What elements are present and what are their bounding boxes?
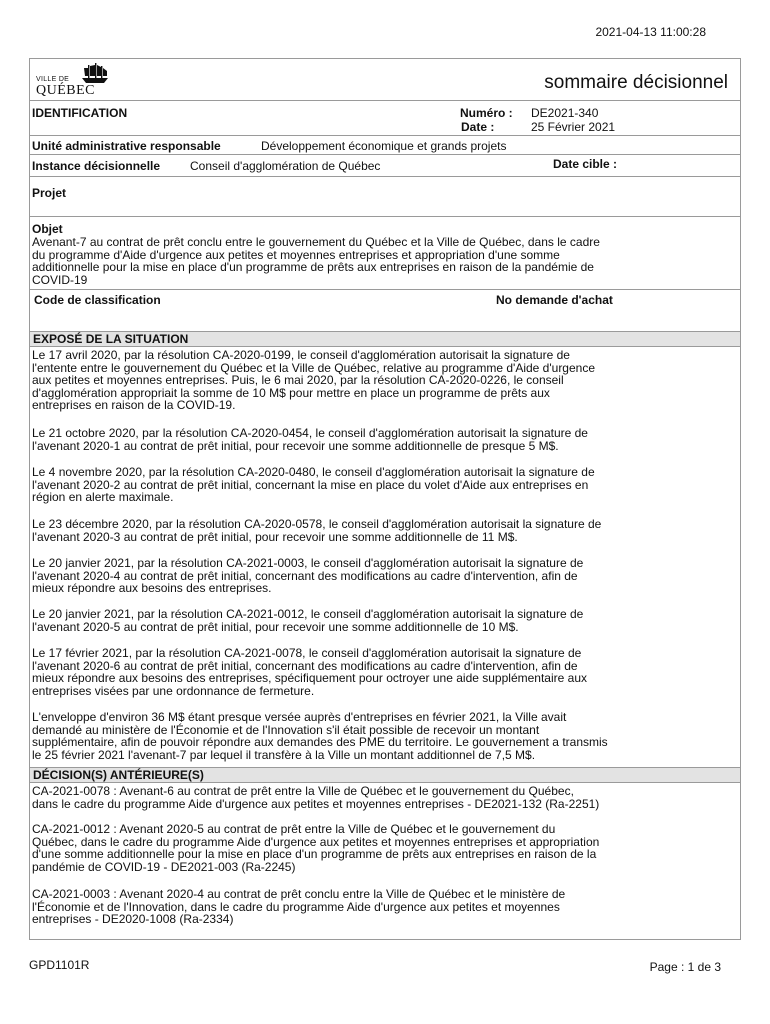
text-line: L'enveloppe d'environ 36 M$ étant presque versée auprès d'entreprises en février 2021, la Ville avait [32,710,567,724]
text-line: l'entente entre le gouvernement du Québec et la Ville de Québec, relative au programme d'Aide d'urgence [32,360,596,375]
document-title: sommaire décisionnel [544,72,728,93]
text-line: CA-2021-0012 : Avenant 2020-5 au contrat de prêt entre la Ville de Québec et le gouvernement du [32,822,556,836]
logo-quebec: QUÉBEC [36,83,95,98]
text-line: Le 23 décembre 2020, par la résolution CA-2020-0578, le conseil d'agglomération autorisait la signature de [32,517,602,531]
expose-paragraph [32,557,700,595]
ville-de-quebec-logo [36,62,116,98]
instance-label: Instance décisionnelle [32,159,161,173]
text-line: Le 20 janvier 2021, par la résolution CA-2021-0012, le conseil d'agglomération autorisait la signature de [32,607,584,621]
text-line: Le 4 novembre 2020, par la résolution CA-2020-0480, le conseil d'agglomération autorisait la signature de [32,465,595,479]
expose-section-header [30,331,740,347]
expose-paragraph [32,427,700,452]
unite-value: Développement économique et grands projets [261,139,507,153]
unite-label: Unité administrative responsable [32,139,221,153]
decision-paragraph [32,785,700,810]
numero-value: DE2021-340 [531,106,599,120]
divider [30,289,740,290]
decisions-title: DÉCISION(S) ANTÉRIEURE(S) [33,768,204,782]
text-line: Le 17 avril 2020, par la résolution CA-2020-0199, le conseil d'agglomération autorisait la signature de [32,348,570,362]
text-line: région en alerte maximale. [32,490,174,504]
text-line: entreprises - DE2020-1008 (Ra-2334) [32,912,234,926]
date-value: 25 Février 2021 [531,120,616,134]
expose-paragraph [32,711,700,761]
decision-paragraph [32,888,700,926]
text-line: Le 20 janvier 2021, par la résolution CA-2021-0003, le conseil d'agglomération autorisait la signature de [32,556,584,570]
objet-line: du programme d'Aide d'urgence aux petites et moyennes entreprises et appropriation d'une somme [32,247,560,262]
print-timestamp: 2021-04-13 11:00:28 [595,25,706,39]
text-line: Québec, dans le cadre du programme Aide d'urgence aux petites et moyennes entreprises et appropriation [32,834,600,849]
form-code: GPD1101R [29,958,90,972]
divider [30,100,740,101]
text-line: l'avenant 2020-5 au contrat de prêt initial, pour recevoir une somme additionnelle de 10 M$. [32,619,519,634]
expose-paragraph [32,647,700,697]
text-line: entreprises visées par une ordonnance de fermeture. [32,683,315,698]
text-line: supplémentaire, afin de pouvoir répondre aux demandes des PME du territoire. Le gouvernement a transmis [32,735,608,749]
text-line: dans le cadre du programme Aide d'urgence aux petites et moyennes entreprises - DE2021-132 (Ra-2251) [32,796,600,811]
instance-value: Conseil d'agglomération de Québec [190,159,381,173]
divider [30,176,740,177]
objet-line: COVID-19 [32,272,88,287]
text-line: Le 17 février 2021, par la résolution CA-2021-0078, le conseil d'agglomération autorisait la signature de [32,646,582,660]
projet-label: Projet [32,186,67,200]
expose-paragraph [32,608,700,633]
decisions-section-header [30,767,740,783]
text-line: pandémie de COVID-19 - DE2021-003 (Ra-2245) [32,859,296,874]
objet-line: additionnelle pour la mise en place d'un programme de prêts aux entreprises en raison de la pandémie de [32,260,594,274]
divider [30,154,740,155]
text-line: l'avenant 2020-1 au contrat de prêt initial, pour recevoir une somme additionnelle de presque 5 M$. [32,438,559,453]
text-line: mieux répondre aux besoins des entreprises, spécifiquement pour octroyer une aide supplémentaire aux [32,671,587,685]
numero-label: Numéro : [460,106,513,120]
expose-title: EXPOSÉ DE LA SITUATION [33,332,189,346]
text-line: l'avenant 2020-3 au contrat de prêt initial, pour recevoir une somme additionnelle de 11 M$. [32,529,518,544]
text-line: l'avenant 2020-6 au contrat de prêt initial, concernant des modifications au cadre d'intervention, afin de [32,658,578,673]
logo-ville-de: VILLE DE [36,76,70,83]
text-line: d'agglomération appropriait la somme de 10 M$ pour mettre en place un programme de prêts aux [32,385,550,400]
text-line: demandé au ministère de l'Économie et de l'Innovation s'il était possible de recevoir un montant [32,722,540,737]
text-line: Le 21 octobre 2020, par la résolution CA-2020-0454, le conseil d'agglomération autorisait la signature de [32,426,588,440]
objet-line: Avenant-7 au contrat de prêt conclu entre le gouvernement du Québec et la Ville de Québec, dans le cadre [32,235,600,249]
text-line: le 25 février 2021 l'avenant-7 par lequel il transfère à la Ville un montant additionnel de 7,5 M$. [32,747,536,762]
text-line: mieux répondre aux besoins des entreprises. [32,581,272,595]
expose-paragraph [32,466,700,504]
text-line: l'avenant 2020-2 au contrat de prêt initial, concernant la mise en place du volet d'Aide aux entreprises en [32,477,589,492]
text-line: CA-2021-0078 : Avenant-6 au contrat de prêt entre la Ville de Québec et le gouvernement du Québec, [32,784,574,798]
text-line: d'une somme additionnelle pour la mise en place d'un programme de prêts aux entreprises en raison de la [32,847,597,861]
no-demande-achat-label: No demande d'achat [496,293,613,307]
identification-label: IDENTIFICATION [32,106,128,120]
text-line: aux petites et moyennes entreprises. Puis, le 6 mai 2020, par la résolution CA-2020-0226, le conseil [32,373,564,387]
text-line: CA-2021-0003 : Avenant 2020-4 au contrat de prêt conclu entre la Ville de Québec et le ministère de [32,887,566,901]
text-line: l'Économie et de l'Innovation, dans le cadre du programme Aide d'urgence aux petites et moyennes [32,899,560,914]
text-line: entreprises en raison de la COVID-19. [32,398,236,412]
date-label: Date : [461,120,495,134]
decision-paragraph [32,823,700,873]
objet-label: Objet [32,222,63,236]
divider [30,135,740,136]
expose-paragraph [32,518,700,543]
expose-paragraph [32,349,700,412]
page-number: Page : 1 de 3 [649,960,721,974]
divider [30,216,740,217]
text-line: l'avenant 2020-4 au contrat de prêt initial, concernant des modifications au cadre d'intervention, afin de [32,568,578,583]
date-cible-label: Date cible : [553,157,618,171]
ship-icon [80,62,110,84]
objet-text [32,236,700,286]
code-classification-label: Code de classification [34,293,161,307]
